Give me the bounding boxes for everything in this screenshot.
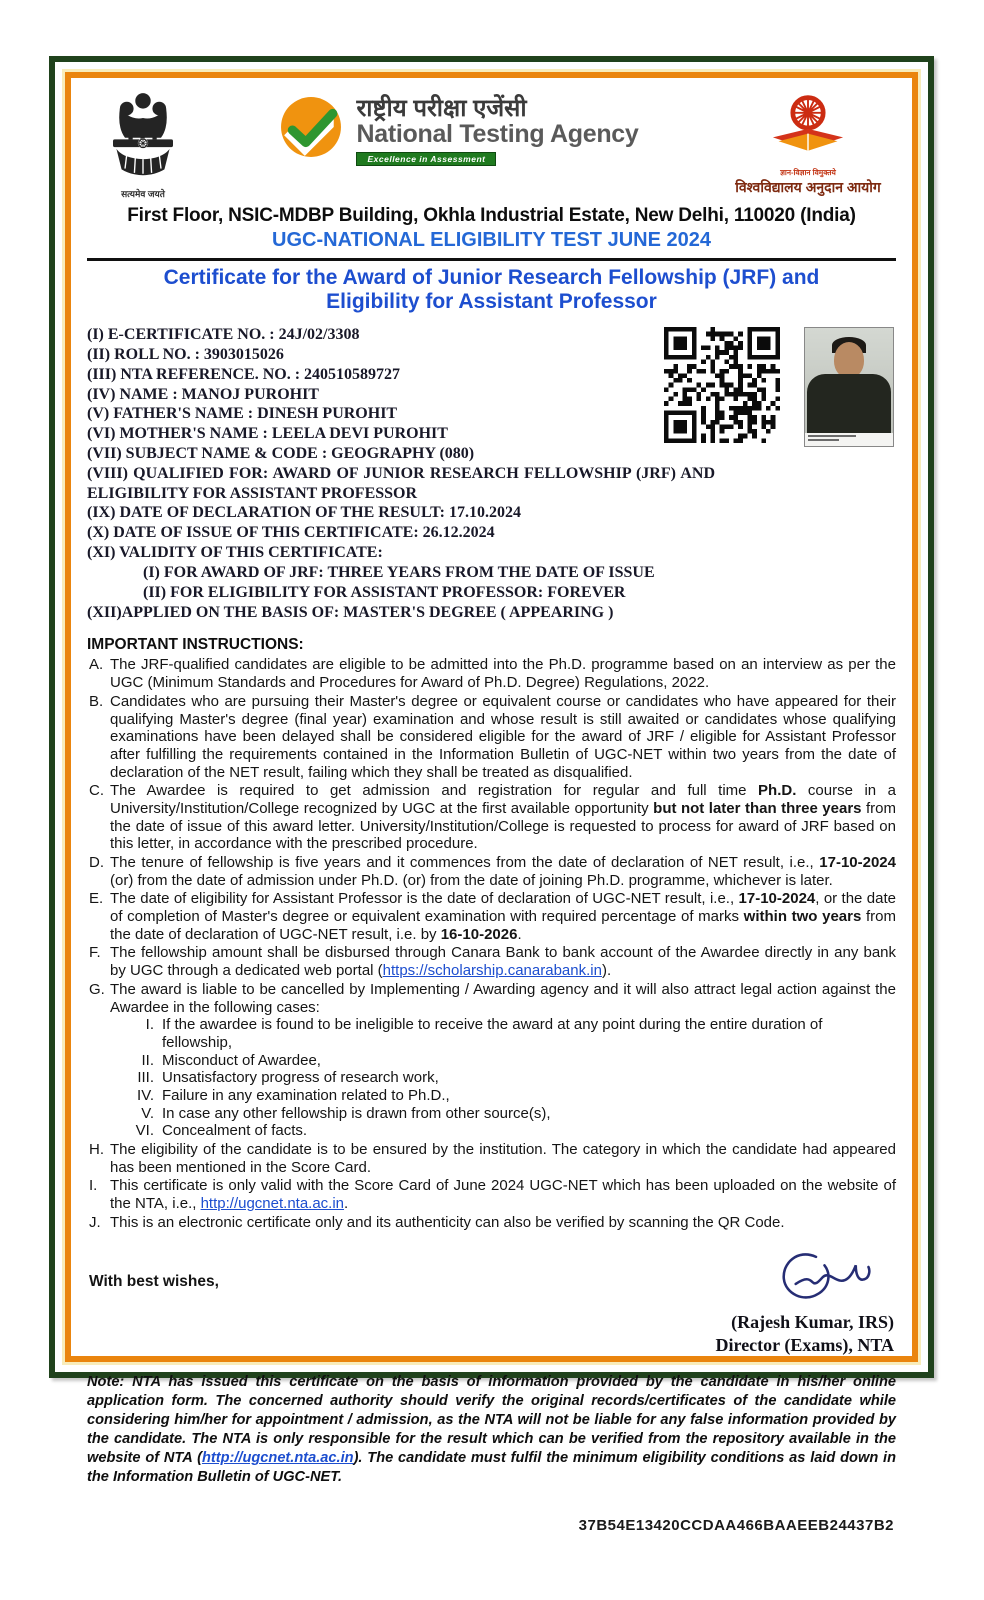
text-segment: The date of eligibility for Assistant Professor is the date of declaration of UGC-NET result, i.e., (110, 890, 739, 908)
detail-line: (II) ROLL NO. : 3903015026 (87, 345, 284, 363)
photo-caption-line (808, 435, 856, 437)
sub-item-label: I. (145, 1016, 154, 1034)
text-segment: 17-10-2024 (738, 890, 816, 908)
ugc-logo-icon (765, 151, 851, 168)
detail-line: (II) FOR ELIGIBILITY FOR ASSISTANT PROFESSOR: FOREVER (143, 583, 626, 601)
header-divider (87, 258, 896, 261)
sub-item-label: VI. (135, 1122, 154, 1140)
text-segment: . (517, 925, 522, 943)
instruction-label: F. (89, 944, 101, 962)
text-segment: Note: NTA has issued this certificate on the basis of information provided by the candidate in his/her online application form. The concerned authority should verify the original records/certificates of the candidate while considering him/her for appointment / admission, as the NTA will not be liable for any false information provided by the candidate. The NTA is only responsible for the result which can be verified from the repository available in the website of NTA ( (87, 1374, 896, 1467)
text-segment: The tenure of fellowship is five years and it commences from the date of declaration of NET result, i.e., (110, 854, 820, 872)
instruction-item (87, 1214, 896, 1232)
instruction-label: A. (89, 656, 104, 674)
text-segment: The award is liable to be cancelled by Implementing / Awarding agency and it will also attract legal action against the Awardee in the following cases: (110, 980, 896, 1016)
photo-jacket-shape (807, 374, 891, 434)
nta-logo-icon (280, 96, 342, 158)
instruction-label: G. (89, 980, 105, 998)
text-segment: , or the date of completion of Master's degree or equivalent examination with required percentage of marks (110, 890, 896, 926)
signatory-name: (Rajesh Kumar, IRS) (731, 1312, 894, 1333)
sub-item-label: IV. (137, 1086, 154, 1104)
closing-section (87, 1255, 896, 1367)
instruction-sub-item (110, 1087, 896, 1105)
sub-item-text: Failure in any examination related to Ph.D., (162, 1086, 450, 1104)
text-segment: ). The candidate must fulfil the minimum eligibility conditions as laid down in the Information Bulletin of UGC-NET. (87, 1450, 896, 1486)
detail-line: (VII) SUBJECT NAME & CODE : GEOGRAPHY (080) (87, 445, 475, 462)
text-segment: 16-10-2026 (440, 925, 518, 943)
ugc-name-hindi: विश्वविद्यालय अनुदान आयोग (735, 178, 881, 195)
text-segment: This is an electronic certificate only and its authenticity can also be verified by scanning the QR Code. (110, 1213, 785, 1231)
sub-item-text: Misconduct of Awardee, (162, 1051, 321, 1069)
text-segment: from the date of issue of this award letter. University/Institution/College is requested to process for award of JRF based on this letter, in accordance with the prescribed procedure. (110, 799, 896, 853)
instruction-item (87, 782, 896, 853)
instruction-label: H. (89, 1141, 104, 1159)
sub-item-label: III. (137, 1069, 154, 1087)
instruction-label: D. (89, 854, 104, 872)
text-segment: The eligibility of the candidate is to be ensured by the institution. The category in which the candidate had appeared has been mentioned in the Score Card. (110, 1141, 896, 1176)
instruction-item (87, 981, 896, 1140)
exam-title: UGC-NATIONAL ELIGIBILITY TEST JUNE 2024 (272, 229, 711, 251)
sub-item-text: Unsatisfactory progress of research work, (162, 1069, 439, 1087)
instructions-heading: IMPORTANT INSTRUCTIONS: (87, 636, 304, 654)
nta-address: First Floor, NSIC-MDBP Building, Okhla Industrial Estate, New Delhi, 110020 (India) (127, 205, 856, 226)
instruction-sub-item (110, 1105, 896, 1123)
instruction-item (87, 944, 896, 979)
national-emblem (87, 88, 199, 200)
instruction-label: B. (89, 692, 104, 710)
instruction-item (87, 1141, 896, 1176)
nta-title-block (356, 96, 638, 167)
candidate-details-section (87, 325, 896, 622)
candidate-details-list (87, 325, 715, 622)
detail-line: (I) E-CERTIFICATE NO. : 24J/02/3308 (87, 326, 360, 344)
detail-line: (IX) DATE OF DECLARATION OF THE RESULT: 17.10.2024 (87, 504, 521, 522)
sub-item-label: II. (141, 1051, 154, 1069)
ashoka-emblem-icon (97, 171, 189, 188)
certificate-title-line1: Certificate for the Award of Junior Research Fellowship (JRF) and (163, 266, 820, 289)
emblem-caption: सत्यमेव जयते (121, 189, 165, 199)
detail-line: (I) FOR AWARD OF JRF: THREE YEARS FROM THE DATE OF ISSUE (143, 563, 655, 581)
text-segment: The JRF-qualified candidates are eligible to be admitted into the Ph.D. programme based on an interview as per the UGC (Minimum Standards and Procedures for Award of Ph.D. Degree) Regulations, 2022. (110, 656, 896, 692)
instruction-sub-item (110, 1069, 896, 1087)
note-paragraph (87, 1373, 896, 1487)
text-segment: but not later than three years (653, 799, 862, 817)
nta-tagline-banner: Excellence in Assessment (356, 152, 496, 166)
ugc-motto: ज्ञान-विज्ञान विमुक्तये (780, 168, 836, 177)
detail-line: (V) FATHER'S NAME : DINESH PUROHIT (87, 405, 398, 423)
photo-caption-line (808, 439, 839, 441)
nta-header-block (199, 88, 720, 167)
sub-item-text: In case any other fellowship is drawn from other source(s), (162, 1104, 551, 1122)
instruction-item (87, 1177, 896, 1212)
candidate-photo (804, 327, 894, 447)
text-segment: within two years (743, 908, 862, 926)
instruction-label: I. (89, 1177, 98, 1195)
photo-head-shape (834, 342, 864, 378)
instruction-label: J. (89, 1213, 101, 1231)
header (87, 88, 896, 200)
text-segment: . (344, 1195, 349, 1213)
nta-name-english: National Testing Agency (356, 120, 639, 149)
ugc-block (720, 88, 896, 197)
text-segment: 17-10-2024 (819, 854, 896, 872)
photo-caption-strip (805, 433, 893, 446)
sub-item-label: V. (141, 1104, 154, 1122)
detail-line: (VIII) QUALIFIED FOR: AWARD OF JUNIOR RESEARCH FELLOWSHIP (JRF) AND ELIGIBILITY FOR ASSISTANT PROFESSOR (87, 464, 715, 502)
instruction-item (87, 890, 896, 943)
instruction-item (87, 854, 896, 889)
text-segment: course in a University/Institution/College recognized by UGC at the first available opportunity (110, 782, 896, 817)
text-segment: The fellowship amount shall be disbursed through Canara Bank to bank account of the Awardee directly in any bank by UGC through a dedicated web portal ( (110, 944, 896, 980)
signatory-title: Director (Exams), NTA (715, 1334, 894, 1355)
canara-scholarship-link[interactable]: https://scholarship.canarabank.in (382, 962, 602, 980)
certificate-title (87, 266, 896, 313)
qr-code (664, 327, 780, 443)
identity-block (664, 327, 894, 447)
best-wishes-text: With best wishes, (89, 1273, 219, 1291)
instruction-label: E. (89, 890, 104, 908)
detail-line: (XI) VALIDITY OF THIS CERTIFICATE: (87, 544, 383, 562)
text-segment: from the date of declaration of UGC-NET result, i.e. by (110, 908, 896, 943)
instructions-list (87, 656, 896, 1231)
verification-hash: 37B54E13420CCDAA466BAAEEB24437B2 (578, 1517, 894, 1535)
instruction-label: C. (89, 782, 104, 800)
text-segment: Ph.D. (758, 782, 797, 800)
sub-item-text: If the awardee is found to be ineligible to receive the award at any point during the entire duration of fellowship, (162, 1016, 823, 1051)
text-segment: The Awardee is required to get admission and registration for regular and full time (110, 782, 759, 800)
detail-line: (VI) MOTHER'S NAME : LEELA DEVI PUROHIT (87, 425, 448, 443)
certificate-outer-border (49, 56, 934, 1535)
instruction-sub-item (110, 1052, 896, 1070)
text-segment: (or) from the date of admission under Ph.D. (or) from the date of joining Ph.D. programme, whichever is later. (110, 871, 833, 889)
detail-line: (III) NTA REFERENCE. NO. : 240510589727 (87, 365, 401, 383)
detail-line: (X) DATE OF ISSUE OF THIS CERTIFICATE: 26.12.2024 (87, 524, 495, 542)
certificate-title-line2: Eligibility for Assistant Professor (326, 289, 657, 313)
instruction-item (87, 693, 896, 781)
text-segment: ). (601, 962, 612, 980)
detail-line: (XII)APPLIED ON THE BASIS OF: MASTER'S DEGREE ( APPEARING ) (87, 603, 614, 621)
text-segment: Candidates who are pursuing their Master's degree or equivalent course or candidates who have appeared for their qualifying Master's degree (final year) examination and whose result is still awaited or candidates whose qualifying examinations have been delayed shall be considered eligible for the award of JRF / eligible for Assistant Professor after fulfilling the requirements contained in the Information Bulletin of UGC-NET within two years from the date of declaration of the NET result, failing which they shall be treated as disqualified. (110, 692, 896, 781)
instruction-sub-item (110, 1016, 896, 1051)
ugcnet-repository-link[interactable]: http://ugcnet.nta.ac.in (201, 1450, 354, 1467)
sub-item-text: Concealment of facts. (162, 1122, 308, 1140)
signature-icon (716, 1245, 894, 1311)
instruction-sub-item (110, 1122, 896, 1140)
signature-block (716, 1245, 894, 1356)
detail-line: (IV) NAME : MANOJ PUROHIT (87, 385, 319, 403)
nta-name-hindi: राष्ट्रीय परीक्षा एजेंसी (356, 95, 527, 122)
instruction-item (87, 656, 896, 691)
certificate-inner-border (65, 72, 918, 1535)
ugcnet-website-link[interactable]: http://ugcnet.nta.ac.in (200, 1195, 345, 1213)
text-segment: This certificate is only valid with the Score Card of June 2024 UGC-NET which has been uploaded on the website of the NTA, i.e., (110, 1177, 896, 1213)
